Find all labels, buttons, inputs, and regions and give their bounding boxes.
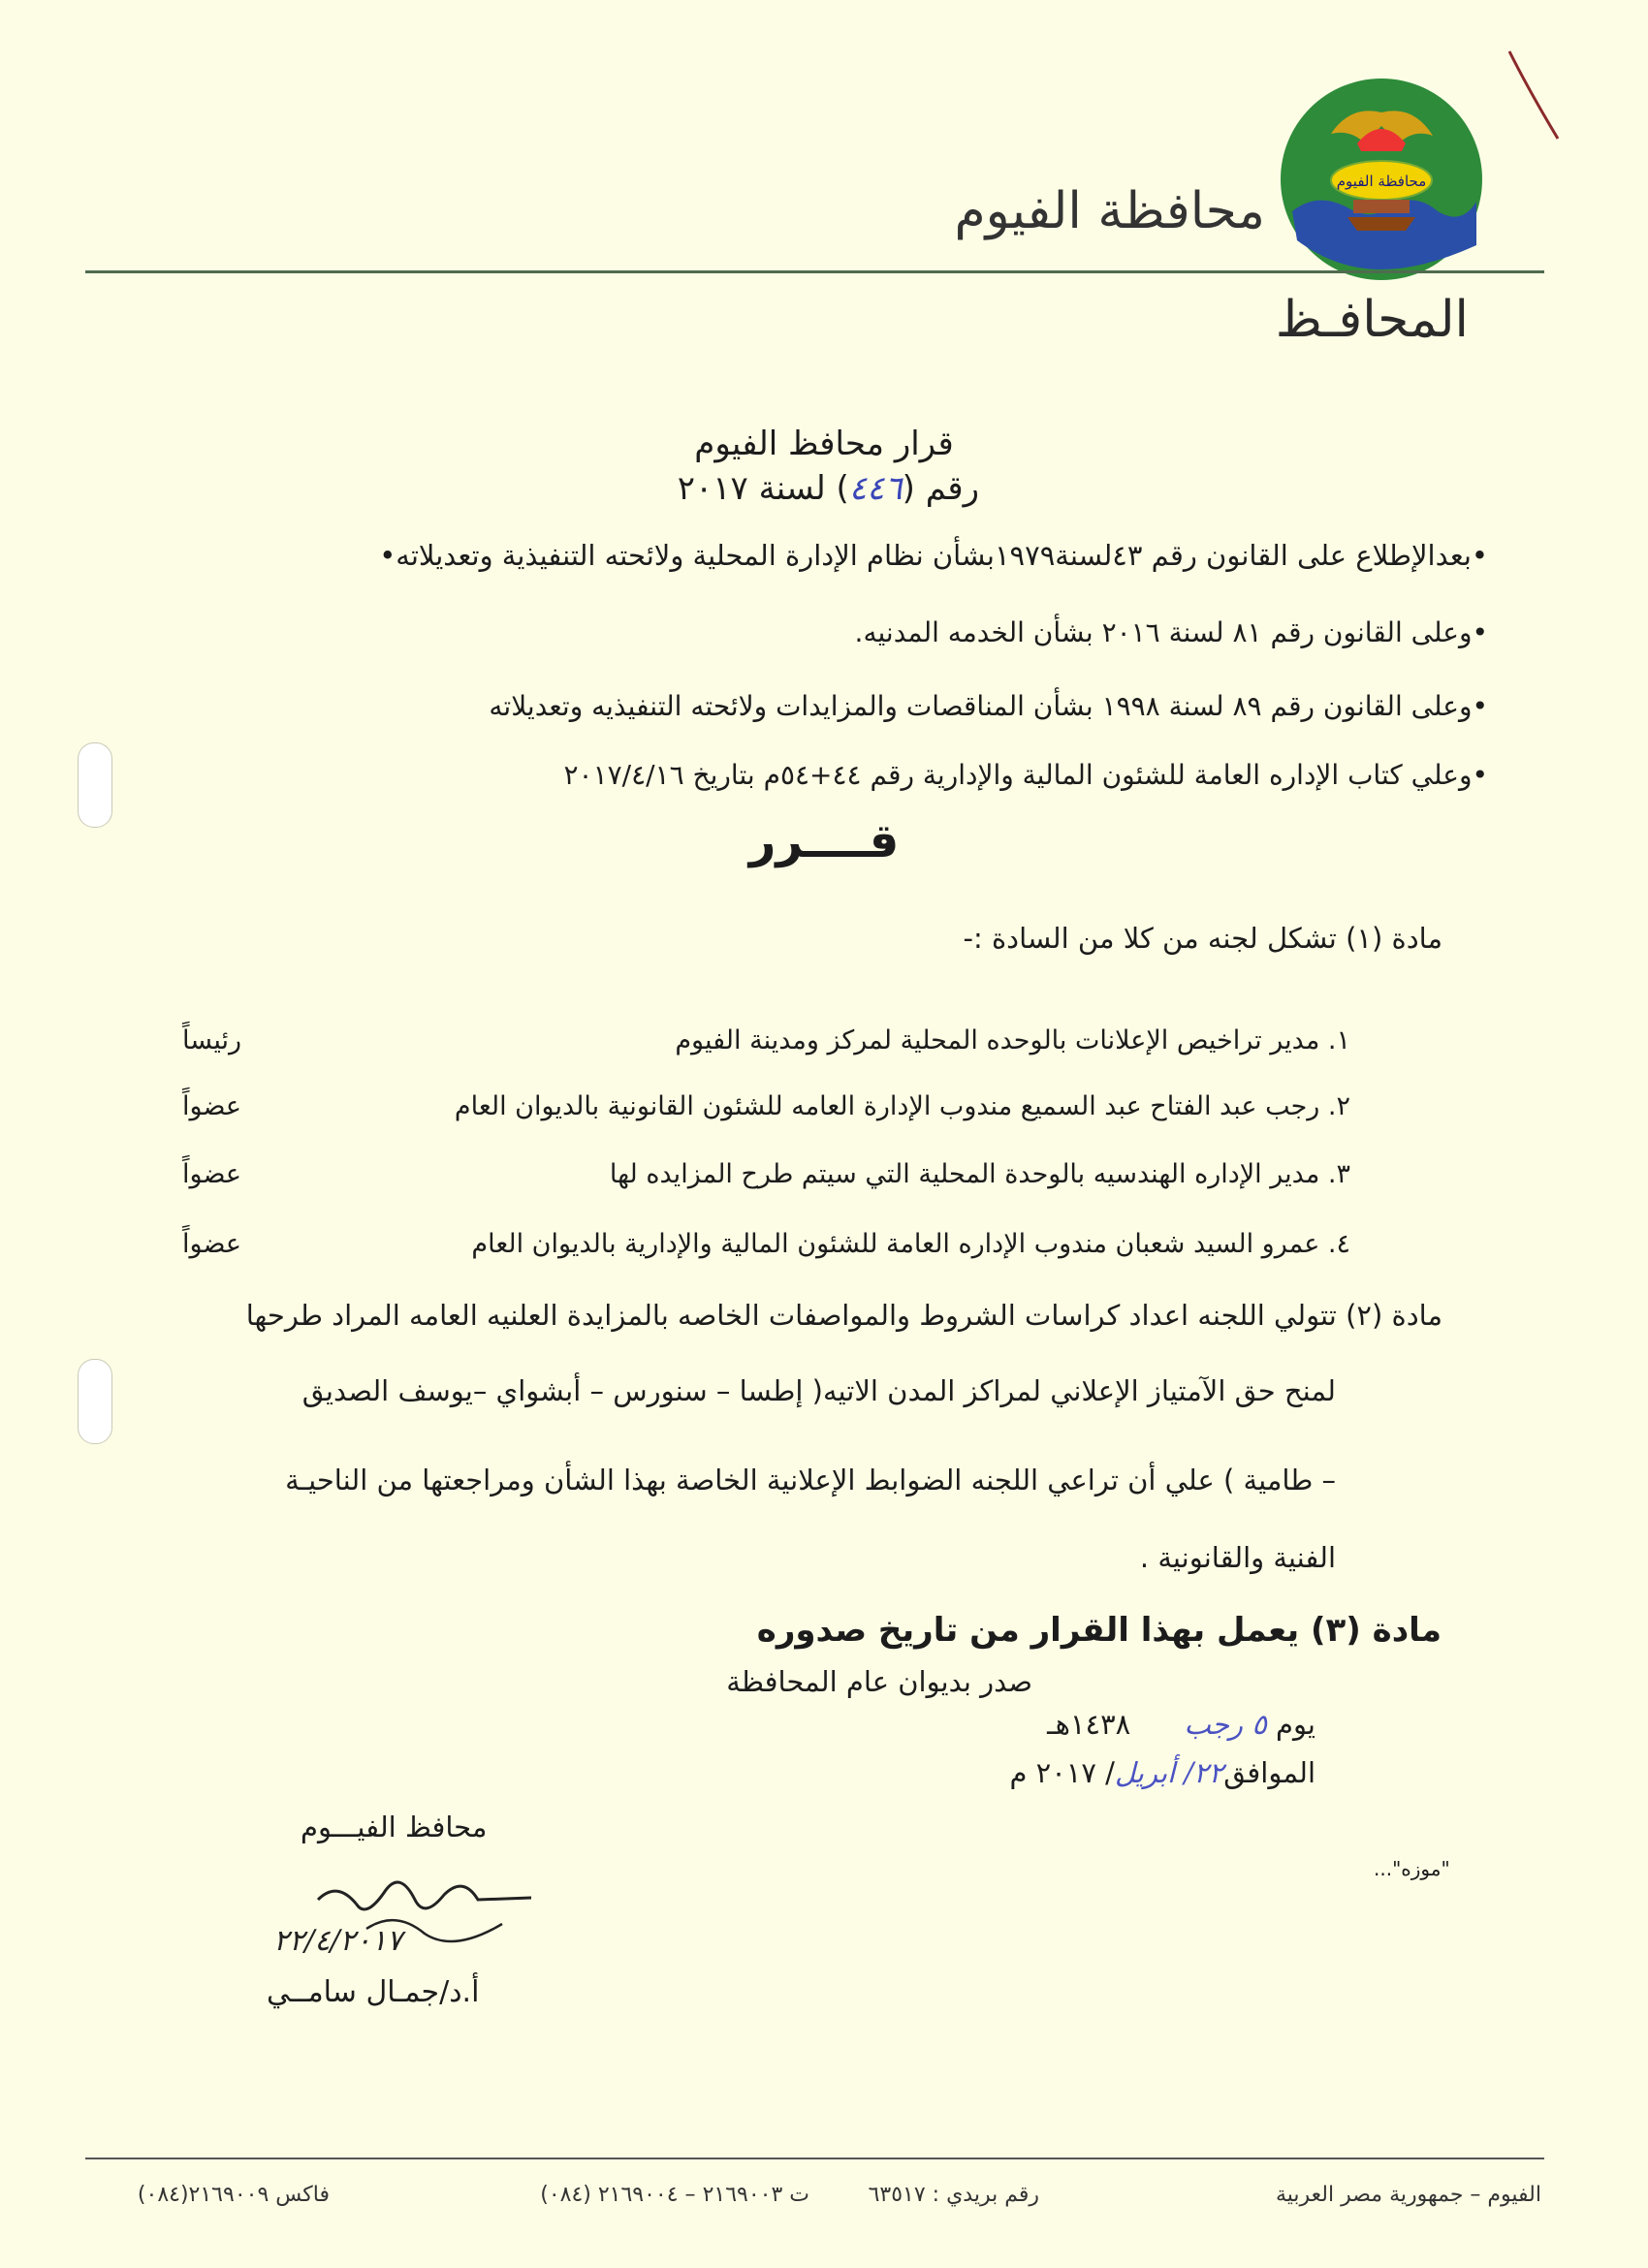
hijri-date-line xyxy=(1047,1708,1315,1741)
punch-hole xyxy=(78,742,112,828)
article-3: مادة (٣) يعمل بهذا القرار من تاريخ صدوره xyxy=(756,1611,1442,1650)
decree-number-suffix: ) لسنة ٢٠١٧ xyxy=(677,469,849,508)
member-role: رئيساً xyxy=(182,1025,242,1055)
committee-member: ٤. عمرو السيد شعبان مندوب الإداره العامة للشئون المالية والإدارية بالديوان العام xyxy=(471,1229,1350,1259)
decree-number-handwritten: ٤٤٦ xyxy=(848,469,903,508)
logo-text: محافظة الفيوم xyxy=(1336,173,1427,190)
signature-date: ٢٢/٤/٢٠١٧ xyxy=(273,1924,403,1958)
decree-title: قرار محافظ الفيوم xyxy=(694,425,954,463)
decree-number xyxy=(678,469,979,508)
corresponding-label: الموافق xyxy=(1223,1756,1315,1789)
member-role: عضواً xyxy=(182,1091,241,1121)
footer-postal-code: رقم بريدي : ٦٣٥١٧ xyxy=(868,2183,1039,2207)
hijri-date: ١٤٣٨هـ xyxy=(1047,1708,1131,1741)
member-role: عضواً xyxy=(182,1159,241,1189)
preamble-clause: •بعدالإطلاع على القانون رقم ٤٣لسنة١٩٧٩بشأن نظام الإدارة المحلية ولائحته التنفيذية وتعديلاته• xyxy=(379,539,1488,572)
issued-at: صدر بديوان عام المحافظة xyxy=(726,1665,1032,1698)
preamble-clause: •وعلي كتاب الإداره العامة للشئون المالية والإدارية رقم ٤٤+٥٤م بتاريخ ٢٠١٧/٤/١٦ xyxy=(563,759,1488,791)
committee-member: ١. مدير تراخيص الإعلانات بالوحده المحلية لمركز ومدينة الفيوم xyxy=(675,1025,1350,1055)
article-2-line: الفنية والقانونية . xyxy=(1139,1541,1336,1574)
header-divider xyxy=(85,270,1544,273)
article-2-line: – طامية ) علي أن تراعي اللجنه الضوابط الإعلانية الخاصة بهذا الشأن ومراجعتها من الناحيـة xyxy=(285,1464,1336,1496)
preamble-clause: •وعلى القانون رقم ٨١ لسنة ٢٠١٦ بشأن الخدمه المدنيه. xyxy=(854,616,1488,648)
gregorian-date-line xyxy=(1009,1756,1315,1789)
gregorian-date: / ٢٠١٧ م xyxy=(1009,1756,1115,1789)
day-handwritten: ٥ رجب xyxy=(1184,1708,1267,1741)
day-label: يوم xyxy=(1275,1708,1315,1741)
article-2-line: مادة (٢) تتولي اللجنه اعداد كراسات الشروط والمواصفات الخاصه بالمزايدة العلنيه العامه المراد طرحها xyxy=(245,1299,1442,1332)
footer-divider xyxy=(85,2158,1544,2159)
governorate-logo xyxy=(1278,76,1485,283)
typist-note: "موزه"... xyxy=(1374,1857,1450,1880)
decree-number-prefix: رقم ( xyxy=(902,469,979,508)
article-1-heading: مادة (١) تشكل لجنه من كلا من السادة :- xyxy=(963,922,1442,955)
signature-title: محافظ الفيـــوم xyxy=(301,1811,488,1843)
decides-heading: قــــرر xyxy=(748,814,900,868)
governor-title: المحافـظ xyxy=(1275,291,1469,349)
governor-name: أ.د/جمـال سامــي xyxy=(267,1975,480,2009)
corner-pen-mark xyxy=(1505,47,1563,143)
preamble-clause: •وعلى القانون رقم ٨٩ لسنة ١٩٩٨ بشأن المناقصات والمزايدات ولائحته التنفيذيه وتعديلاته xyxy=(489,690,1488,722)
punch-hole xyxy=(78,1359,112,1444)
article-2-line: لمنح حق الآمتياز الإعلاني لمراكز المدن الاتيه( إطسا – سنورس – أبشواي –يوسف الصديق xyxy=(301,1374,1336,1407)
footer-location: الفيوم – جمهورية مصر العربية xyxy=(1275,2183,1541,2207)
footer-phone: ت ٢١٦٩٠٠٣ – ٢١٦٩٠٠٤ (٠٨٤) xyxy=(540,2183,809,2207)
committee-member: ٣. مدير الإداره الهندسيه بالوحدة المحلية التي سيتم طرح المزايده لها xyxy=(609,1159,1350,1189)
member-role: عضواً xyxy=(182,1229,241,1259)
committee-member: ٢. رجب عبد الفتاح عبد السميع مندوب الإدارة العامه للشئون القانونية بالديوان العام xyxy=(454,1091,1350,1121)
footer-fax: فاكس ٢١٦٩٠٠٩(٠٨٤) xyxy=(137,2183,330,2207)
governorate-name: محافظة الفيوم xyxy=(954,182,1265,240)
corresponding-handwritten: ٢٢/ أبريل xyxy=(1114,1756,1224,1789)
